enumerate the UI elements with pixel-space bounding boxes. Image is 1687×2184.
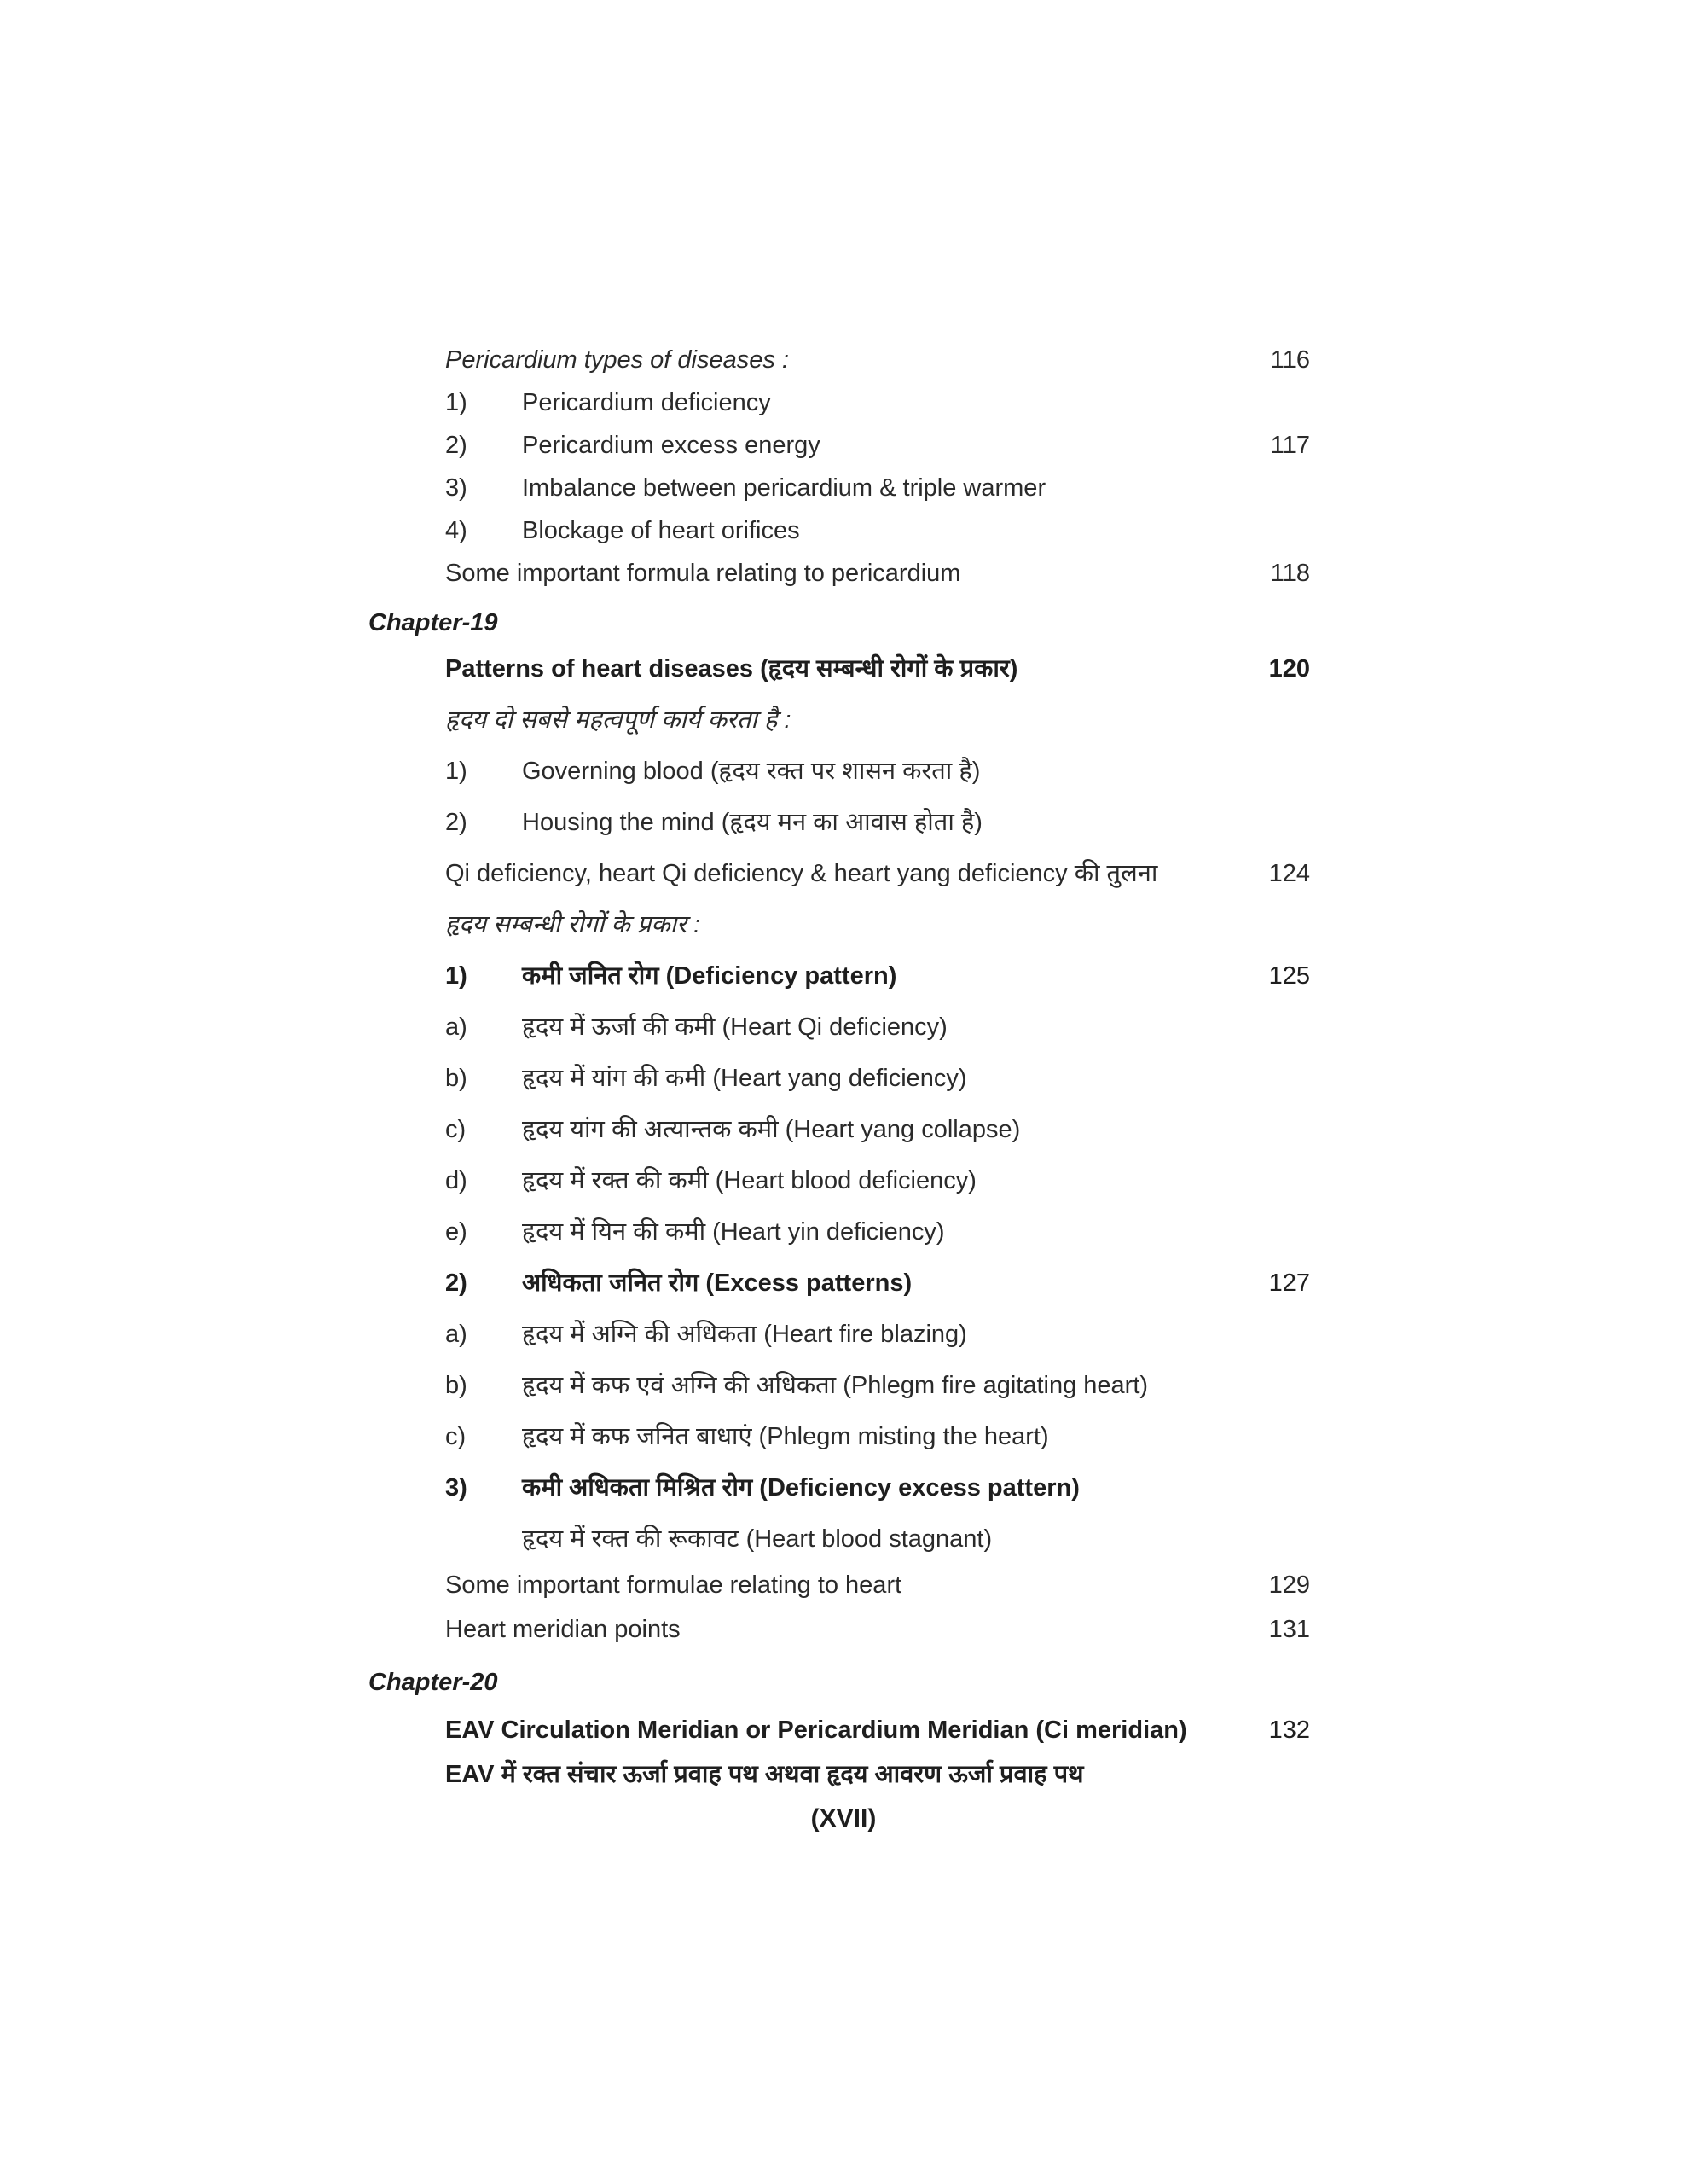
entry-text: हृदय में कफ जनित बाधाएं (Phlegm misting the heart) [522, 1423, 1049, 1450]
toc-entry-blockage [0, 507, 1687, 555]
item-number: a) [445, 1321, 467, 1348]
entry-text: हृदय में रक्त की रूकावट (Heart blood stagnant) [522, 1525, 993, 1553]
page-number: 124 [1268, 860, 1310, 887]
entry-text: हृदय यांग की अत्यान्तक कमी (Heart yang collapse) [522, 1116, 1021, 1143]
page-number: 127 [1268, 1269, 1310, 1297]
item-number: 1) [445, 758, 467, 785]
toc-entry-housing-mind [0, 799, 1687, 846]
entry-text: Some important formulae relating to heart [445, 1571, 902, 1599]
item-number: 1) [445, 962, 467, 990]
entry-text: Housing the mind (हृदय मन का आवास होता है) [522, 809, 983, 836]
entry-text: Pericardium excess energy [522, 432, 820, 459]
entry-text: Patterns of heart diseases (हृदय सम्बन्धी रोगों के प्रकार) [445, 655, 1018, 682]
entry-text: हृदय में ऊर्जा की कमी (Heart Qi deficiency) [522, 1014, 948, 1041]
entry-text: अधिकता जनित रोग (Excess patterns) [522, 1269, 913, 1297]
entry-text: कमी जनित रोग (Deficiency pattern) [522, 962, 897, 990]
item-number: 2) [445, 809, 467, 836]
toc-entry-eav-hindi [0, 1751, 1687, 1798]
toc-entry-heart-meridian-points [0, 1606, 1687, 1653]
item-number: a) [445, 1014, 467, 1041]
toc-entry-pericardium-excess [0, 421, 1687, 469]
item-number: 1) [445, 389, 467, 416]
item-number: 2) [445, 432, 467, 459]
toc-entry-heart-patterns [0, 645, 1687, 693]
toc-entry-heart-blood-deficiency [0, 1157, 1687, 1205]
entry-text: Blockage of heart orifices [522, 517, 800, 544]
page-number: 129 [1268, 1571, 1310, 1599]
page-number: 118 [1270, 560, 1310, 587]
item-number: b) [445, 1065, 467, 1092]
toc-entry-heart-qi-deficiency [0, 1003, 1687, 1051]
toc-entry-heart-functions [0, 696, 1687, 744]
item-number: c) [445, 1116, 467, 1143]
page-number: 125 [1268, 962, 1310, 990]
page-number: 116 [1270, 346, 1310, 374]
entry-text: हृदय में यिन की कमी (Heart yin deficiency) [522, 1218, 945, 1246]
entry-text: हृदय में अग्नि की अधिकता (Heart fire blazing) [522, 1321, 967, 1348]
toc-entry-phlegm-misting [0, 1413, 1687, 1461]
toc-entry-disease-types [0, 901, 1687, 949]
chapter-heading-19: Chapter-19 [368, 609, 498, 636]
item-number: 3) [445, 1474, 467, 1502]
entry-text: हृदय में कफ एवं अग्नि की अधिकता (Phlegm fire agitating heart) [522, 1372, 1149, 1399]
entry-text: Imbalance between pericardium & triple warmer [522, 474, 1046, 502]
toc-entry-heart-formulae [0, 1561, 1687, 1609]
page-number: 117 [1270, 432, 1310, 459]
toc-entry-mixed-pattern [0, 1464, 1687, 1512]
page-number-footer: (XVII) [810, 1804, 877, 1833]
toc-entry-imbalance [0, 464, 1687, 512]
page-number: 131 [1268, 1616, 1310, 1643]
entry-text: हृदय दो सबसे महत्वपूर्ण कार्य करता है : [445, 706, 791, 734]
toc-entry-deficiency-pattern [0, 952, 1687, 1000]
entry-text: कमी अधिकता मिश्रित रोग (Deficiency excess pattern) [522, 1474, 1080, 1502]
page-number: 120 [1268, 655, 1310, 682]
toc-entry-pericardium-types [0, 336, 1687, 384]
item-number: d) [445, 1167, 467, 1194]
page-number: 132 [1268, 1716, 1310, 1744]
item-number: 2) [445, 1269, 467, 1297]
toc-entry-eav-circulation [0, 1706, 1687, 1754]
chapter-heading-20: Chapter-20 [368, 1669, 498, 1696]
entry-text: Governing blood (हृदय रक्त पर शासन करता है) [522, 758, 981, 785]
toc-entry-qi-comparison [0, 850, 1687, 897]
entry-text: हृदय में रक्त की कमी (Heart blood deficiency) [522, 1167, 977, 1194]
item-number: 3) [445, 474, 467, 502]
entry-text: हृदय सम्बन्धी रोगों के प्रकार : [445, 911, 701, 938]
toc-entry-pericardium-deficiency [0, 379, 1687, 427]
toc-entry-heart-yang-collapse [0, 1106, 1687, 1153]
entry-text: Heart meridian points [445, 1616, 681, 1643]
toc-entry-heart-fire-blazing [0, 1310, 1687, 1358]
item-number: b) [445, 1372, 467, 1399]
toc-entry-excess-patterns [0, 1259, 1687, 1307]
item-number: e) [445, 1218, 467, 1246]
entry-text: Qi deficiency, heart Qi deficiency & heart yang deficiency की तुलना [445, 860, 1158, 887]
entry-text: Some important formula relating to pericardium [445, 560, 961, 587]
item-number: c) [445, 1423, 467, 1450]
entry-text: हृदय में यांग की कमी (Heart yang deficiency) [522, 1065, 967, 1092]
toc-entry-heart-blood-stagnant [0, 1515, 1687, 1563]
toc-entry-heart-yin-deficiency [0, 1208, 1687, 1256]
entry-text: EAV Circulation Meridian or Pericardium Meridian (Ci meridian) [445, 1716, 1187, 1744]
toc-entry-pericardium-formula [0, 549, 1687, 597]
toc-entry-governing-blood [0, 747, 1687, 795]
entry-text: Pericardium types of diseases : [445, 346, 789, 374]
entry-text: Pericardium deficiency [522, 389, 771, 416]
toc-entry-phlegm-fire [0, 1362, 1687, 1409]
toc-entry-heart-yang-deficiency [0, 1054, 1687, 1102]
item-number: 4) [445, 517, 467, 544]
entry-text: EAV में रक्त संचार ऊर्जा प्रवाह पथ अथवा हृदय आवरण ऊर्जा प्रवाह पथ [445, 1761, 1084, 1788]
